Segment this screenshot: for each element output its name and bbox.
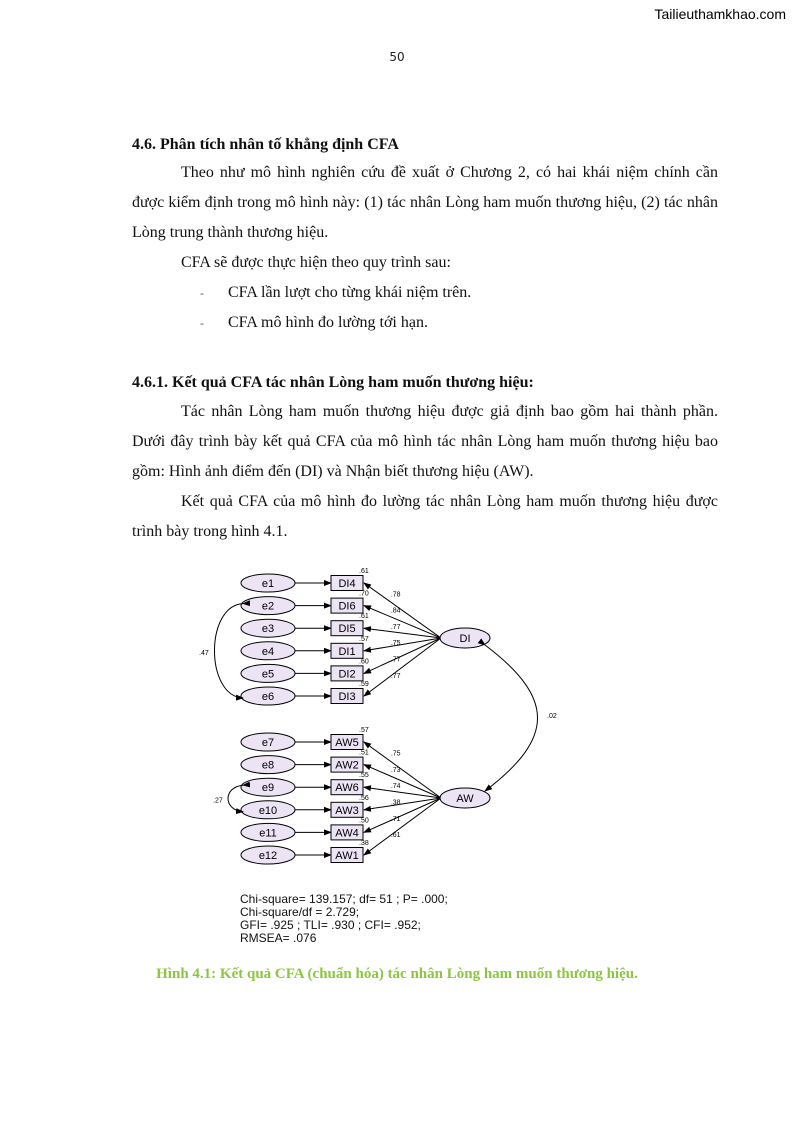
fit-stat-line: Chi-square= 139.157; df= 51 ; P= .000; bbox=[240, 892, 448, 906]
error-covariance-label: .47 bbox=[199, 649, 209, 657]
indicator-label: AW3 bbox=[335, 804, 359, 817]
loading-label: .38 bbox=[390, 799, 401, 807]
bullet-dash: - bbox=[200, 286, 204, 300]
error-covariance-arrow bbox=[228, 785, 243, 812]
indicator-label: AW2 bbox=[335, 759, 359, 772]
loading-label: .73 bbox=[390, 766, 401, 774]
subsection-paragraph-2: Kết quả CFA của mô hình đo lường tác nhân Lòng ham muốn thương hiệu được trình bày trong hình 4.1. bbox=[132, 493, 718, 540]
error-label: e4 bbox=[261, 645, 275, 658]
fit-stat-line: RMSEA= .076 bbox=[240, 931, 317, 945]
r-squared-label: .50 bbox=[359, 817, 369, 825]
loading-label: .84 bbox=[390, 607, 401, 615]
error-label: e5 bbox=[261, 668, 275, 681]
cfa-path-diagram bbox=[195, 560, 557, 880]
subsection-paragraph-1: Tác nhân Lòng ham muốn thương hiệu được giả định bao gồm hai thành phần. Dưới đây trình bày kết quả CFA của mô hình tác nhân Lòng ham muốn thương hiệu bao gồm: Hình ảnh điểm đến (DI) và Nhận biết thương hiệu (AW). bbox=[132, 403, 718, 480]
indicator-label: AW6 bbox=[335, 782, 359, 795]
r-squared-label: .57 bbox=[359, 635, 369, 643]
loading-arrow bbox=[364, 638, 441, 651]
indicator-label: DI2 bbox=[338, 668, 356, 681]
latent-factor-label: DI bbox=[459, 633, 471, 645]
figure-caption: Hình 4.1: Kết quả CFA (chuẩn hóa) tác nhân Lòng ham muốn thương hiệu. bbox=[156, 966, 638, 982]
error-label: e2 bbox=[261, 600, 275, 613]
error-covariance-label: .27 bbox=[213, 797, 223, 805]
factor-covariance-arrow bbox=[485, 645, 538, 791]
indicator-label: AW4 bbox=[335, 827, 359, 840]
r-squared-label: .61 bbox=[359, 568, 369, 575]
fit-stat-line: GFI= .925 ; TLI= .930 ; CFI= .952; bbox=[240, 918, 421, 932]
r-squared-label: .57 bbox=[359, 727, 369, 734]
factor-covariance-label: .02 bbox=[547, 713, 557, 720]
r-squared-label: .38 bbox=[359, 840, 369, 847]
bullet-dash: - bbox=[200, 316, 204, 330]
error-label: e11 bbox=[259, 827, 277, 840]
indicator-label: DI3 bbox=[338, 691, 356, 703]
page-number: 50 bbox=[389, 50, 405, 64]
latent-factor-label: AW bbox=[456, 793, 474, 805]
indicator-label: DI1 bbox=[338, 645, 356, 658]
r-squared-label: .56 bbox=[359, 794, 369, 802]
section-paragraph-1: Theo như mô hình nghiên cứu đề xuất ở Chương 2, có hai khái niệm chính cần được kiểm định trong mô hình này: (1) tác nhân Lòng ham muốn thương hiệu, (2) tác nhân Lòng trung thành thương hiệu. bbox=[132, 164, 718, 241]
loading-arrow bbox=[364, 798, 441, 855]
indicator-label: DI4 bbox=[338, 578, 356, 590]
r-squared-label: .61 bbox=[359, 613, 369, 621]
subsection-heading: 4.6.1. Kết quả CFA tác nhân Lòng ham muốn thương hiệu: bbox=[132, 374, 534, 391]
error-label: e9 bbox=[261, 782, 275, 795]
fit-stat-line: Chi-square/df = 2.729; bbox=[240, 905, 360, 919]
error-label: e1 bbox=[261, 578, 275, 590]
loading-arrow bbox=[364, 638, 441, 673]
loading-label: .77 bbox=[390, 672, 401, 680]
r-squared-label: .70 bbox=[359, 590, 369, 598]
loading-arrow bbox=[364, 798, 441, 832]
indicator-label: DI6 bbox=[338, 600, 356, 613]
error-label: e3 bbox=[261, 623, 275, 636]
error-label: e6 bbox=[261, 691, 275, 703]
bullet-text: CFA mô hình đo lường tới hạn. bbox=[228, 314, 428, 331]
loading-label: .75 bbox=[390, 640, 401, 648]
indicator-label: AW1 bbox=[335, 850, 359, 862]
loading-label: .75 bbox=[390, 750, 401, 758]
indicator-label: DI5 bbox=[338, 623, 356, 636]
bullet-text: CFA lần lượt cho từng khái niệm trên. bbox=[228, 284, 472, 301]
r-squared-label: .60 bbox=[359, 658, 369, 666]
watermark: Tailieuthamkhao.com bbox=[654, 6, 786, 22]
error-label: e10 bbox=[258, 804, 278, 817]
error-label: e7 bbox=[261, 737, 275, 749]
r-squared-label: .55 bbox=[359, 772, 369, 780]
loading-label: .77 bbox=[390, 623, 401, 631]
loading-label: .61 bbox=[390, 832, 401, 840]
loading-label: .77 bbox=[390, 656, 401, 664]
section-heading: 4.6. Phân tích nhân tố khẳng định CFA bbox=[132, 136, 399, 153]
loading-arrow bbox=[364, 798, 441, 810]
loading-label: .74 bbox=[390, 783, 401, 791]
r-squared-label: .59 bbox=[359, 681, 369, 688]
section-paragraph-2: CFA sẽ được thực hiện theo quy trình sau: bbox=[181, 254, 451, 271]
loading-label: .71 bbox=[390, 815, 401, 823]
error-covariance-arrow bbox=[215, 604, 244, 698]
loading-arrow bbox=[364, 638, 441, 696]
error-label: e12 bbox=[258, 850, 278, 862]
error-label: e8 bbox=[261, 759, 275, 772]
indicator-label: AW5 bbox=[335, 737, 359, 749]
loading-label: .78 bbox=[390, 591, 401, 599]
r-squared-label: .51 bbox=[359, 749, 369, 757]
fit-statistics bbox=[240, 893, 448, 945]
